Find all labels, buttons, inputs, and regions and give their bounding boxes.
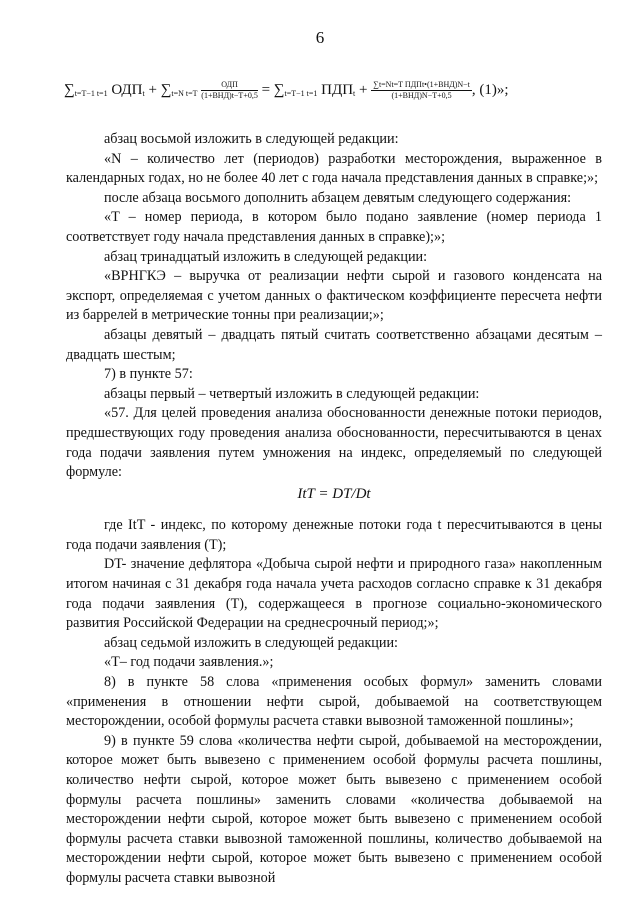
paragraph: «ВРНГКЭ – выручка от реализации нефти сырой и газового конденсата на экспорт, определяемая с учетом данных о фактическом коэффициенте пересчета нефти из баррелей в метрические тонны при реализации;»; [66, 268, 602, 324]
fraction [201, 80, 258, 101]
paragraph: абзацы первый – четвертый изложить в следующей редакции: [104, 385, 480, 402]
page-number: 6 [315, 28, 325, 47]
sum-symbol: ∑ [160, 81, 172, 98]
paragraph: абзацы девятый – двадцать пятый считать соответственно абзацами десятым –двадцать шестым; [66, 326, 602, 363]
index-formula: ItT = DT/Dt [297, 485, 371, 502]
sum-limits: t=N t=T [171, 88, 198, 98]
pdp-subscript: t [353, 88, 356, 98]
sum-symbol: ∑ [64, 81, 75, 98]
plus-sign: + [144, 81, 161, 98]
document-body [66, 130, 602, 889]
pdp-term: ПДП [321, 81, 354, 98]
paragraph: 7) в пункте 57: [104, 366, 193, 383]
paragraph: после абзаца восьмого дополнить абзацем девятым следующего содержания: [104, 189, 572, 206]
odp-term: ОДП [111, 81, 143, 98]
paragraph: абзац восьмой изложить в следующей редакции: [104, 131, 399, 147]
equals-sign: = [257, 81, 274, 98]
plus-sign: + [355, 81, 372, 98]
paragraph: абзац седьмой изложить в следующей редакции: [104, 634, 399, 651]
sum-limits: t=T−1 t=1 [74, 88, 108, 98]
formula-tail: , (1)»; [471, 81, 509, 98]
odp-subscript: t [142, 88, 145, 98]
sum-symbol: ∑ [273, 81, 285, 98]
fraction-numerator: ОДП [201, 80, 258, 91]
fraction-denominator: (1+ВНД)t−T+0,5 [201, 91, 258, 100]
paragraph: «T– год подачи заявления.»; [104, 654, 274, 671]
npv-formula [64, 80, 584, 101]
paragraph: 8) в пункте 58 слова «применения особых формул» заменить словами «применения в отношении нефти сырой, добываемой на соответствующем месторождении, особой формулы расчета ставки вывозной таможенной пошлины»; [66, 674, 602, 730]
paragraph: «57. Для целей проведения анализа обоснованности денежные потоки периодов, предшествующих году проведения анализа обоснованности, пересчитываются в ценах года подачи заявления путем умножения на индекс, определяемый по следующей формуле: [66, 405, 602, 481]
paragraph: 9) в пункте 59 слова «количества нефти сырой, добываемой на месторождении, которое может быть вывезено с применением особой формулы расчета пошлины, количество нефти сырой, которое может быть вывезено с применением особой формулы расчета пошлины» заменить словами «количества добываемой на месторождении нефти сырой, которое может быть вывезено с применением особой формулы расчета ставки вывозной таможенной пошлины, количество добываемой на месторождении нефти сырой, которое может быть вывезено с применением особой формулы расчета ставки вывозной [66, 732, 602, 886]
paragraph: абзац тринадцатый изложить в следующей редакции: [104, 248, 428, 265]
fraction-denominator: (1+ВНД)N−T+0,5 [391, 91, 452, 100]
paragraph: «N – количество лет (периодов) разработки месторождения, выраженное в календарных годах, но не более 40 лет с года начала представления данных в справке;»; [66, 150, 602, 187]
sum-limits: t=T−1 t=1 [284, 88, 318, 98]
fraction-numerator: ∑t=Nt=T ПДПt•(1+ВНД)N−t [373, 80, 470, 89]
paragraph: где ItT - индекс, по которому денежные потоки года t пересчитываются в цены года подачи заявления (T); [66, 517, 602, 553]
fraction [371, 80, 472, 101]
paragraph: «T – номер периода, в котором было подано заявление (номер периода 1 соответствует году начала представления данных в справке);»; [66, 209, 602, 245]
paragraph: DT- значение дефлятора «Добыча сырой нефти и природного газа» накопленным итогом начиная с 31 декабря года начала учета расходов согласно справке к 31 декабря года подачи заявления (T), содержащееся в прогнозе социально-экономического развития Российской Федерации на среднесрочный период;»; [66, 556, 602, 632]
